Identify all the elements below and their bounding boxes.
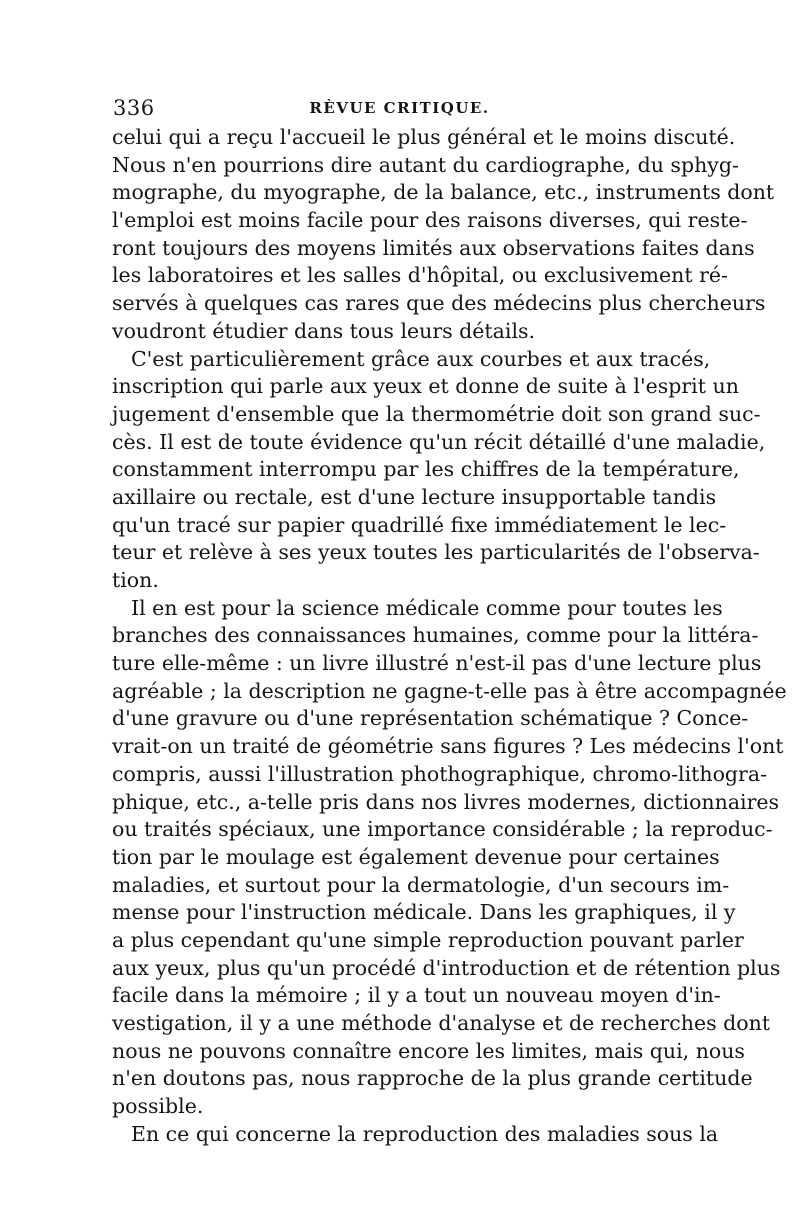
text-line: possible. <box>112 1094 204 1119</box>
page-header <box>112 96 687 126</box>
body-text <box>112 124 787 1148</box>
text-line: d'une gravure ou d'une représentation schématique ? Conce- <box>112 706 749 731</box>
text-line: constamment interrompu par les chiffres de la température, <box>112 457 740 482</box>
text-line: vrait-on un traité de géométrie sans figures ? Les médecins l'ont <box>112 734 784 759</box>
text-line: inscription qui parle aux yeux et donne de suite à l'esprit un <box>112 374 739 399</box>
text-line: mographe, du myographe, de la balance, etc., instruments dont <box>112 180 775 205</box>
text-line: vestigation, il y a une méthode d'analyse et de recherches dont <box>112 1011 771 1035</box>
text-line: a plus cependant qu'une simple reproduction pouvant parler <box>112 927 744 952</box>
text-line: C'est particulièrement grâce aux courbes et aux tracés, <box>131 346 711 371</box>
text-line: teur et relève à ses yeux toutes les particularités de l'observa- <box>112 540 760 565</box>
text-line: nous ne pouvons connaître encore les limites, mais qui, nous <box>112 1038 745 1063</box>
text-line: axillaire ou rectale, est d'une lecture insupportable tandis <box>112 484 717 509</box>
text-line: agréable ; la description ne gagne-t-elle pas à être accompagnée <box>112 678 787 703</box>
text-line: ront toujours des moyens limités aux observations faites dans <box>112 235 755 260</box>
text-line: aux yeux, plus qu'un procédé d'introduction et de rétention plus <box>112 955 781 980</box>
paragraph-1 <box>112 124 775 346</box>
paragraph-3 <box>112 595 787 1121</box>
text-line: servés à quelques cas rares que des médecins plus chercheurs <box>112 291 766 316</box>
text-line: Il en est pour la science médicale comme pour toutes les <box>131 595 723 620</box>
page-number: 336 <box>113 96 155 120</box>
running-title: RÈVUE CRITIQUE. <box>309 99 490 117</box>
text-line: n'en doutons pas, nous rapproche de la plus grande certitude <box>112 1066 753 1091</box>
text-line: celui qui a reçu l'accueil le plus général et le moins discuté. <box>112 125 736 149</box>
text-line: branches des connaissances humaines, comme pour la littéra- <box>112 623 759 648</box>
text-line: phique, etc., a-telle pris dans nos livres modernes, dictionnaires <box>112 789 780 814</box>
text-line: facile dans la mémoire ; il y a tout un nouveau moyen d'in- <box>112 983 721 1008</box>
paragraph-2 <box>112 346 766 595</box>
text-line: qu'un tracé sur papier quadrillé fixe immédiatement le lec- <box>112 512 727 537</box>
text-line: Nous n'en pourrions dire autant du cardiographe, du sphyg- <box>112 152 739 177</box>
text-line: cès. Il est de toute évidence qu'un récit détaillé d'une maladie, <box>112 429 766 454</box>
text-line: les laboratoires et les salles d'hôpital, ou exclusivement ré- <box>112 263 728 288</box>
text-line: mense pour l'instruction médicale. Dans les graphiques, il y <box>112 900 736 925</box>
text-line: l'emploi est moins facile pour des raisons diverses, qui reste- <box>112 208 748 233</box>
text-line: maladies, et surtout pour la dermatologie, d'un secours im- <box>112 872 730 897</box>
paragraph-4 <box>112 1121 719 1149</box>
text-line: tion par le moulage est également devenue pour certaines <box>112 844 720 869</box>
text-line: En ce qui concerne la reproduction des maladies sous la <box>131 1121 719 1146</box>
text-line: tion. <box>112 568 159 592</box>
text-line: ture elle-même : un livre illustré n'est-il pas d'une lecture plus <box>112 651 762 676</box>
text-line: compris, aussi l'illustration phothographique, chromo-lithogra- <box>112 761 767 786</box>
text-line: jugement d'ensemble que la thermométrie doit son grand suc- <box>112 401 761 426</box>
text-line: voudront étudier dans tous leurs détails. <box>112 318 536 343</box>
text-line: ou traités spéciaux, une importance considérable ; la reproduc- <box>112 817 773 842</box>
